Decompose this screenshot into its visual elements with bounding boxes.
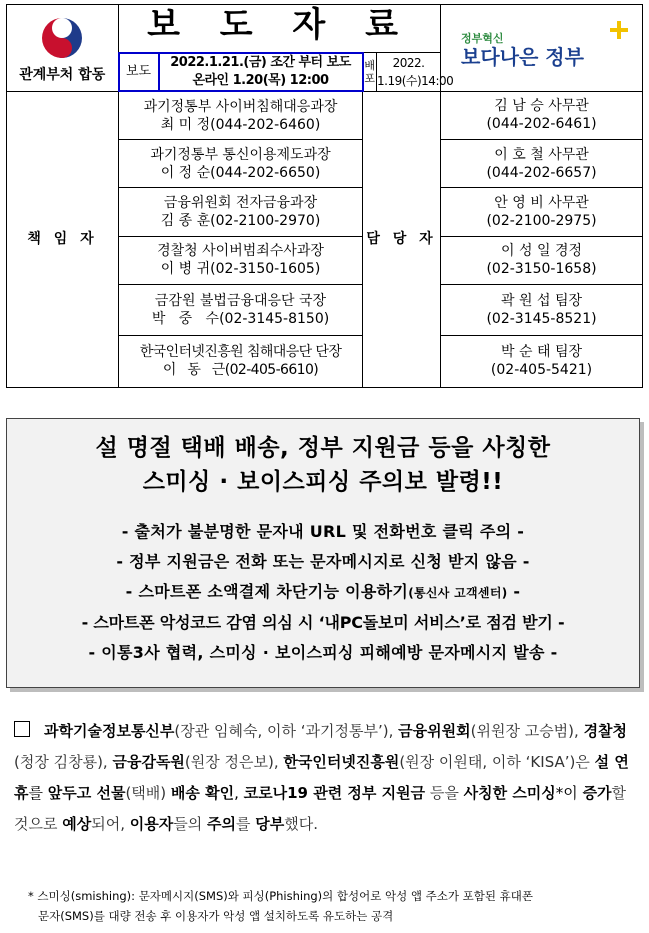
staff-contact: 박 순 태 팀장 (02-405-5421): [441, 335, 643, 387]
distribution-date: 2022. 1.19(수)14:00: [377, 53, 441, 91]
square-bullet-icon: [14, 721, 30, 737]
embargo-time: [159, 53, 363, 91]
headline-box: [6, 418, 640, 688]
footnote-line1: * 스미싱(smishing): 문자메시지(SMS)와 피싱(Phishing)의 합성어로 악성 앱 주소가 포함된 휴대폰: [28, 889, 533, 903]
footnote: [28, 886, 640, 926]
press-release-header: [6, 4, 643, 388]
title-cell: [119, 5, 441, 53]
gov-logo-cell: [441, 5, 643, 92]
contact-row: 한국인터넷진흥원 침해대응단 단장 이 동 근(02-405-6610): [119, 335, 363, 387]
embargo-label: 보도: [119, 53, 159, 91]
staff-contact: 이 성 일 경정 (02-3150-1658): [441, 236, 643, 284]
staff-contact: 이 호 철 사무관 (044-202-6657): [441, 140, 643, 188]
org-label: 관계부처 합동: [19, 66, 106, 83]
staff-label: 담 당 자: [363, 91, 441, 387]
subheadline: - 스마트폰 악성코드 감염 의심 시 ‘내PC돌보미 서비스’로 점검 받기 -: [81, 613, 565, 632]
headline: [7, 431, 639, 499]
footnote-line2: 문자(SMS)를 대량 전송 후 이용자가 악성 앱 설치하도록 유도하는 공격: [38, 909, 394, 923]
subheadlines: [7, 517, 639, 668]
contact-row: 경찰청 사이버범죄수사과장 이 병 귀(02-3150-1605): [119, 236, 363, 284]
headline-line1: 설 명절 택배 배송, 정부 지원금 등을 사칭한: [95, 435, 551, 461]
korea-emblem-icon: [36, 12, 88, 64]
embargo-line1: 2022.1.21.(금) 조간 부터 보도: [170, 55, 351, 71]
staff-contact: 곽 원 섭 팀장 (02-3145-8521): [441, 285, 643, 335]
plus-icon: [610, 21, 628, 39]
subheadline: - 출처가 불분명한 문자내 URL 및 전화번호 클릭 주의 -: [121, 522, 525, 541]
distribution-label: 배포: [363, 53, 377, 91]
embargo-line2: 온라인 1.20(목) 12:00: [192, 73, 329, 89]
gov-logo-text: 보다나은 정부: [461, 44, 584, 69]
subheadline: - 이통3사 협력, 스미싱 · 보이스피싱 피해예방 문자메시지 발송 -: [88, 643, 558, 662]
contact-row: 과기정통부 사이버침해대응과장 최 미 정(044-202-6460): [119, 91, 363, 139]
contact-row: 금감원 불법금융대응단 국장 박 중 수(02-3145-8150): [119, 285, 363, 335]
body-paragraph: 과학기술정보통신부(장관 임혜숙, 이하 ‘과기정통부’), 금융위원회(위원장 고승범), 경찰청(청장 김창룡), 금융감독원(원장 정은보), 한국인터넷진흥원(원장 이원태, 이하 ‘KISA’)은 설 연휴를 앞두고 선물(택배) 배송 확인, 코로나19 관련 정부 지원금 등을 사칭한 스미싱*이 증가할 것으로 예상되어, 이용자들의 주의를 당부했다.: [14, 722, 629, 833]
gov-innovation-label: 정부혁신: [461, 31, 504, 45]
subheadline: - 정부 지원금은 전화 또는 문자메시지로 신청 받지 않음 -: [116, 552, 530, 571]
contact-row: 과기정통부 통신이용제도과장 이 정 순(044-202-6650): [119, 140, 363, 188]
page-title: 보 도 자 료: [147, 4, 412, 45]
responsible-label: 책 임 자: [7, 91, 119, 387]
staff-contact: 김 남 승 사무관 (044-202-6461): [441, 91, 643, 139]
contact-row: 금융위원회 전자금융과장 김 종 훈(02-2100-2970): [119, 188, 363, 236]
headline-line2: 스미싱 · 보이스피싱 주의보 발령!!: [142, 469, 504, 495]
staff-contact: 안 영 비 사무관 (02-2100-2975): [441, 188, 643, 236]
gov-emblem-cell: [7, 5, 119, 92]
subheadline: - 스마트폰 소액결제 차단기능 이용하기(통신사 고객센터) -: [125, 582, 521, 601]
